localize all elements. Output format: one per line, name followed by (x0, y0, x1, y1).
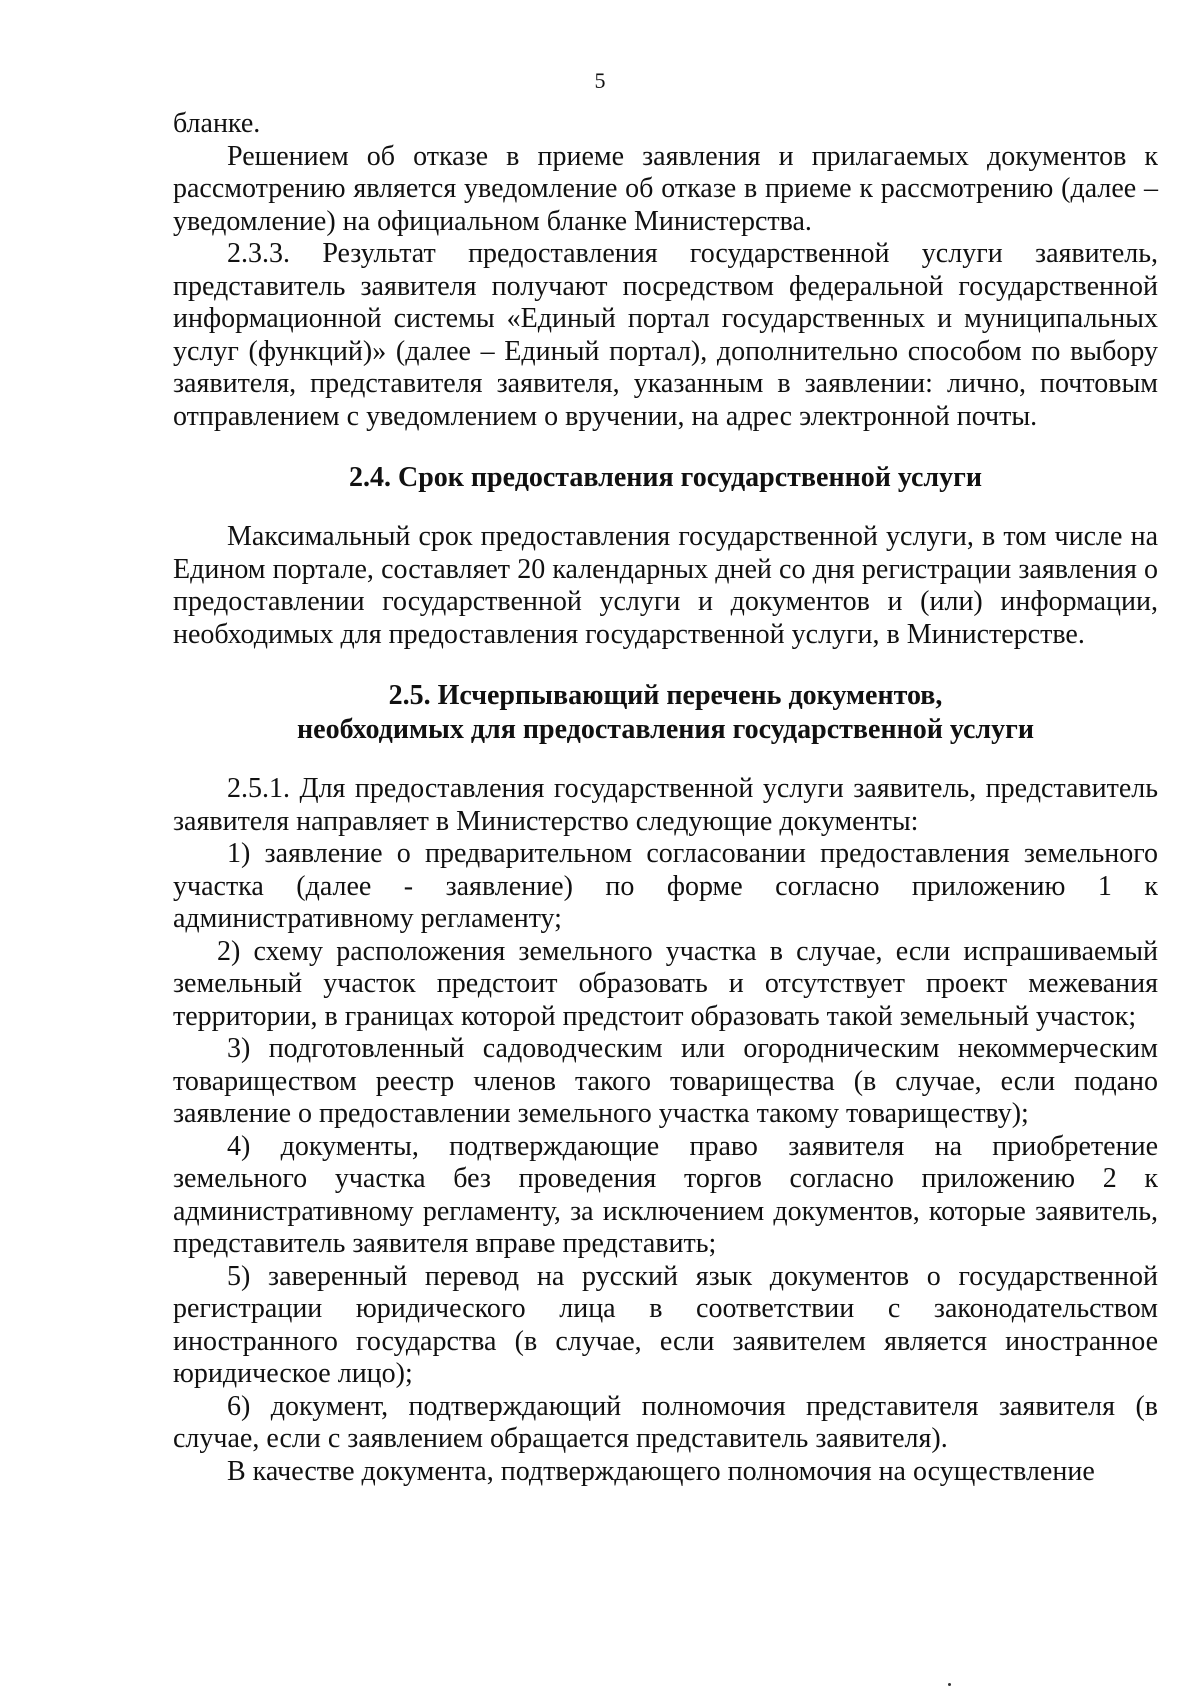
document-body (173, 108, 1158, 1488)
section-heading-2-5-line2: необходимых для предоставления государственной услуги (297, 714, 1034, 745)
list-item-2: 2) схему расположения земельного участка в случае, если испрашиваемый земельный участок предстоит образовать и отсутствует проект межевания территории, в границах которой предстоит образовать такой земельный участок; (173, 935, 1158, 1032)
paragraph-max-term: Максимальный срок предоставления государственной услуги, в том числе на Едином портале, составляет 20 календарных дней со дня регистрации заявления о предоставлении государственной услуги и документов и (или) информации, необходимых для предоставления государственной услуги, в Министерстве. (173, 521, 1158, 650)
list-item-3: 3) подготовленный садоводческим или огородническим некоммерческим товариществом реестр членов такого товарищества (в случае, если подано заявление о предоставлении земельного участка такому товариществу); (173, 1033, 1158, 1129)
spacer (173, 651, 1158, 679)
paragraph-continuation: бланке. (173, 108, 261, 139)
page-number: 5 (594, 68, 606, 93)
spacer (173, 433, 1158, 461)
section-heading-2-4: 2.4. Срок предоставления государственной услуги (349, 462, 982, 493)
spacer (173, 747, 1158, 773)
spacer (173, 495, 1158, 521)
list-item-5: 5) заверенный перевод на русский язык документов о государственной регистрации юридического лица в соответствии с законодательством иностранного государства (в случае, если заявителем является иностранное юридическое лицо); (173, 1260, 1158, 1389)
section-heading-2-5-line1: 2.5. Исчерпывающий перечень документов, (388, 680, 943, 711)
scan-speck (948, 1683, 951, 1686)
paragraph-2-3-3: 2.3.3. Результат предоставления государственной услуги заявитель, представитель заявителя получают посредством федеральной государственной информационной системы «Единый портал государственных и муниципальных услуг (функций)» (далее – Единый портал), дополнительно способом по выбору заявителя, представителя заявителя, указанным в заявлении: лично, почтовым отправлением с уведомлением о вручении, на адрес электронной почты. (173, 238, 1158, 432)
list-item-6: 6) документ, подтверждающий полномочия представителя заявителя (в случае, если с заявлением обращается представитель заявителя). (173, 1390, 1158, 1454)
paragraph-authority-doc: В качестве документа, подтверждающего полномочия на осуществление (227, 1455, 1095, 1487)
paragraph-refusal-decision: Решением об отказе в приеме заявления и прилагаемых документов к рассмотрению является уведомление об отказе в приеме к рассмотрению (далее – уведомление) на официальном бланке Министерства. (173, 140, 1158, 237)
list-item-4: 4) документы, подтверждающие право заявителя на приобретение земельного участка без проведения торгов согласно приложению 2 к административному регламенту, за исключением документов, которые заявитель, представитель заявителя вправе представить; (173, 1130, 1158, 1259)
paragraph-2-5-1: 2.5.1. Для предоставления государственной услуги заявитель, представитель заявителя направляет в Министерство следующие документы: (173, 773, 1158, 837)
list-item-1: 1) заявление о предварительном согласовании предоставления земельного участка (далее - заявление) по форме согласно приложению 1 к административному регламенту; (173, 838, 1158, 934)
